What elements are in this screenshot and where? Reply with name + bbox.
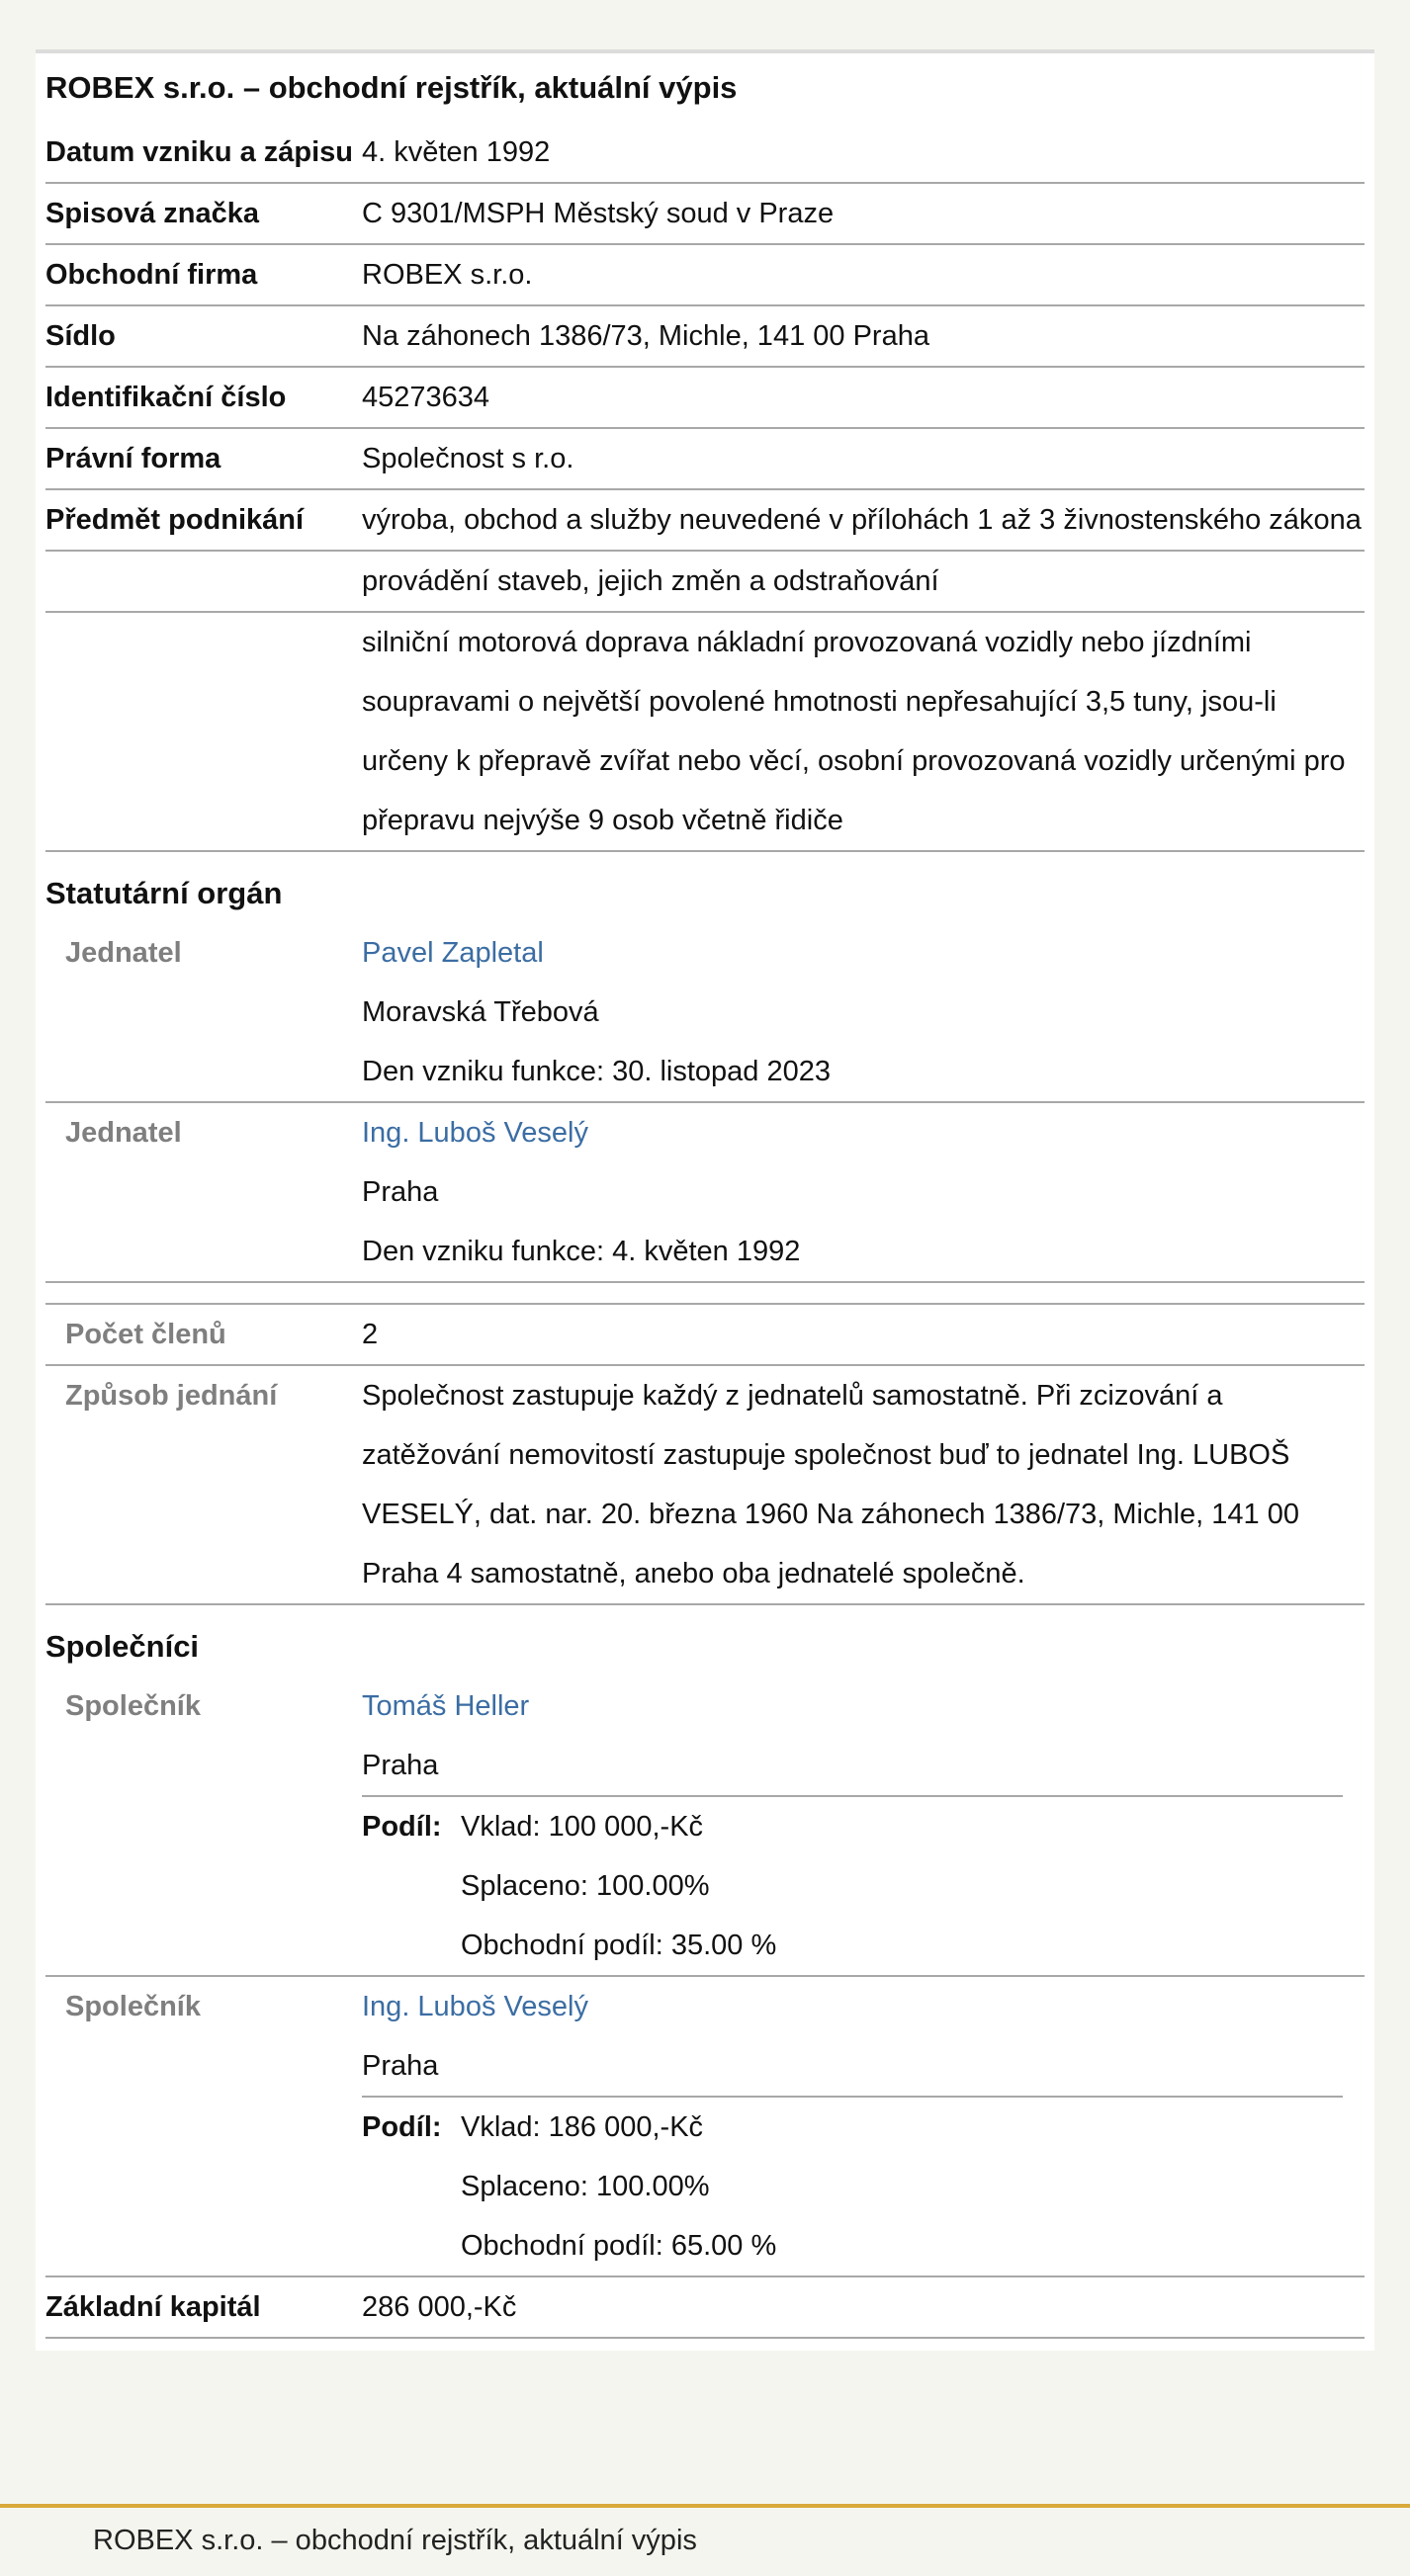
page-title: ROBEX s.r.o. – obchodní rejstřík, aktuální výpis (45, 70, 738, 105)
section-spolecnici: Společníci (45, 1629, 200, 1664)
row-value: Na záhonech 1386/73, Michle, 141 00 Praha (362, 320, 929, 352)
row-pocet-clenu (45, 1303, 1365, 1366)
row-obchodni-firma (45, 245, 1365, 306)
share-percent: Obchodní podíl: 35.00 % (461, 1930, 777, 1961)
row-label: Datum vzniku a zápisu (45, 136, 354, 168)
row-label: Předmět podnikání (45, 504, 305, 536)
row-jednatel (45, 1103, 1365, 1283)
row-label: Spisová značka (45, 198, 259, 229)
row-value: silniční motorová doprava nákladní provozovaná vozidly nebo jízdními soupravami o největší povolené hmotnosti nepřesahující 3,5 tuny, jsou-li určeny k přepravě zvířat nebo věcí, osobní provozovaná vozidly určenými pro přepravu nejvýše 9 osob včetně řidiče (362, 627, 1346, 836)
row-value: 45273634 (362, 382, 490, 413)
row-ico (45, 368, 1365, 429)
row-spisova-znacka (45, 184, 1365, 245)
share-deposit: Vklad: 100 000,-Kč (461, 1811, 704, 1843)
row-value: Společnost s r.o. (362, 443, 574, 474)
section-statutarni-organ: Statutární orgán (45, 876, 283, 910)
row-label: Základní kapitál (45, 2291, 261, 2323)
person-city: Moravská Třebová (362, 996, 599, 1028)
share-deposit: Vklad: 186 000,-Kč (461, 2111, 704, 2143)
share-label: Podíl: (362, 1811, 442, 1843)
row-predmet-3 (45, 613, 1365, 852)
row-value: výroba, obchod a služby neuvedené v přílohách 1 až 3 živnostenského zákona (362, 504, 1362, 536)
row-label: Sídlo (45, 320, 116, 352)
share-label: Podíl: (362, 2111, 442, 2143)
row-sidlo (45, 306, 1365, 368)
function-since: Den vzniku funkce: 4. květen 1992 (362, 1236, 801, 1267)
function-since: Den vzniku funkce: 30. listopad 2023 (362, 1056, 831, 1087)
row-label-empty (45, 613, 362, 850)
row-label: Společník (65, 1991, 201, 2022)
share-block (362, 1795, 1343, 1975)
person-city: Praha (362, 2050, 439, 2082)
row-label: Obchodní firma (45, 259, 258, 291)
person-city: Praha (362, 1750, 439, 1781)
row-zakladni-kapital (45, 2277, 1365, 2339)
share-paid: Splaceno: 100.00% (461, 2171, 710, 2202)
person-city: Praha (362, 1176, 439, 1208)
row-label: Identifikační číslo (45, 382, 287, 413)
row-datum-vzniku (45, 123, 1365, 184)
row-jednatel (45, 923, 1365, 1103)
row-label: Způsob jednání (65, 1380, 278, 1412)
row-value: ROBEX s.r.o. (362, 259, 533, 291)
row-pravni-forma (45, 429, 1365, 490)
row-value: 4. květen 1992 (362, 136, 551, 168)
footer-title: ROBEX s.r.o. – obchodní rejstřík, aktuální výpis (93, 2525, 697, 2556)
person-link[interactable]: Pavel Zapletal (362, 937, 544, 969)
row-predmet-2 (45, 552, 1365, 613)
row-label: Společník (65, 1690, 201, 1722)
row-spolecnik (45, 1676, 1365, 1977)
row-value: Společnost zastupuje každý z jednatelů samostatně. Při zcizování a zatěžování nemovitostí zastupuje společnost buď to jednatel Ing. LUBOŠ VESELÝ, dat. nar. 20. března 1960 Na záhonech 1386/73, Michle, 141 00 Praha 4 samostatně, anebo oba jednatelé společně. (362, 1380, 1299, 1589)
row-label: Jednatel (65, 1117, 182, 1149)
person-link[interactable]: Ing. Luboš Veselý (362, 1991, 588, 2022)
spacer (45, 1283, 1365, 1303)
row-value: 2 (362, 1319, 379, 1350)
person-link[interactable]: Ing. Luboš Veselý (362, 1117, 588, 1149)
row-label: Právní forma (45, 443, 221, 474)
share-paid: Splaceno: 100.00% (461, 1870, 710, 1902)
row-zpusob-jednani (45, 1366, 1365, 1605)
share-block (362, 2096, 1343, 2275)
row-label: Jednatel (65, 937, 182, 969)
row-spolecnik (45, 1977, 1365, 2277)
row-value: C 9301/MSPH Městský soud v Praze (362, 198, 835, 229)
row-predmet-1 (45, 490, 1365, 552)
register-extract (36, 49, 1374, 2351)
row-label-empty (45, 552, 362, 611)
share-percent: Obchodní podíl: 65.00 % (461, 2230, 777, 2262)
row-value: provádění staveb, jejich změn a odstraňování (362, 565, 939, 597)
row-label: Počet členů (65, 1319, 226, 1350)
footer (0, 2504, 1410, 2576)
row-value: 286 000,-Kč (362, 2291, 517, 2323)
person-link[interactable]: Tomáš Heller (362, 1690, 530, 1722)
